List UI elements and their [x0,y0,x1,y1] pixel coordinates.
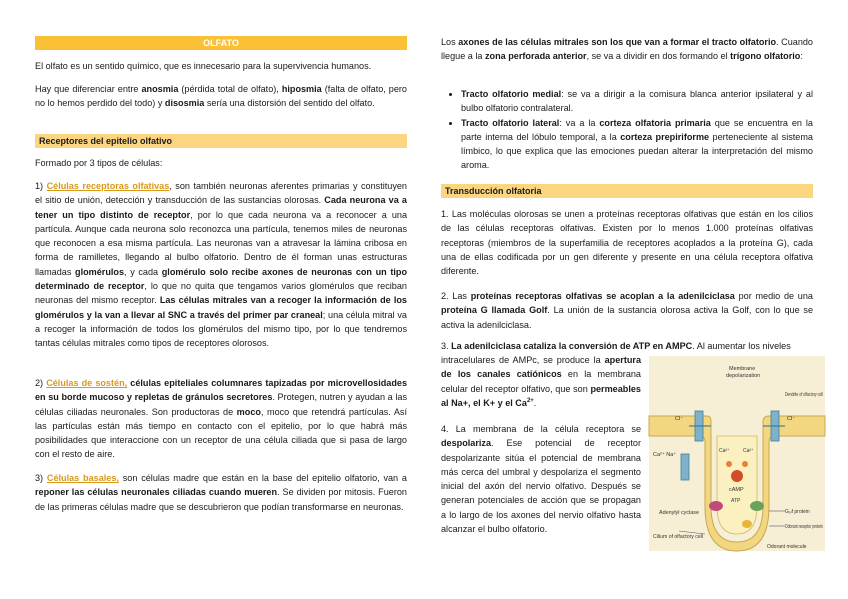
intro-paragraph-2: Hay que diferenciar entre anosmia (pérdida total de olfato), hiposmia (falta de olfato, pero no lo hemos perdido del todo) y disosmia sería una distorsión del sentido del olfato. [35,84,407,109]
mitral-axons-paragraph: Los axones de las células mitrales son los que van a formar el tracto olfatorio. Cuando llegue a la zona perforada anterior, se va a dividir en dos formando el trígono olfatorio: [441,37,813,62]
diagram-label-ca-2: Ca²⁺ [743,448,754,454]
diagram-label-receptor: Odorant receptor protein [785,524,824,530]
olfactory-tract-list [441,87,813,173]
support-cells-paragraph: 2) Células de sostén, células epiteliales columnares tapizadas por microvellosidades en su borde mucoso y repletas de gránulos secretores. Protegen, nutren y ayudan a las células ciliadas neuronales. Son productoras de moco, moco que retendrá partículas. Así las partículas están más tiempo en contacto con el epitelio, por lo que habrá más posibilidades que interaccione con un receptor de una célula ciliada que si pasa de largo con el resto de aire. [35,378,407,460]
receptor-cells-link[interactable]: Células receptoras olfativas [46,181,170,191]
diagram-label-depolarization: depolarization [726,373,761,379]
transduction-step-1: 1. Las moléculas olorosas se unen a proteínas receptoras olfativas que están en los cilios de las células receptoras olfativas. Existen por lo menos 1.000 proteínas olfativas receptoras (miembros de la superfamilia de receptores acoplados a la proteína G), cada una de ellas codificada por un gen diferente y presente en una célula receptora olfativa diferente. [441,209,813,277]
diagram-label-adenylyl: Adenylyl cyclase [659,510,700,516]
transduction-step-4: 4. La membrana de la célula receptora se despolariza. Ese potencial de receptor despolarizante sitúa el potencial de membrana más cerca del umbral y despolariza el segmento inicial del axón del nervio olfativo. Después se generan potenciales de acción que se propagan a lo largo de los axones del nervio olfativo hasta alcanzar el bulbo olfatorio. [441,424,641,535]
diagram-label-cl-right: Cl⁻ [787,416,796,422]
diagram-label-golf: Gₒₗf protein [785,509,810,515]
support-cells-link[interactable]: Células de sostén, [46,378,128,388]
intro-paragraph: El olfato es un sentido químico, que es innecesario para la supervivencia humanos. [35,61,372,71]
transduction-step-3: intracelulares de AMPc, se produce la apertura de los canales catiónicos en la membrana celular del receptor olfativo, que son permeables al Na+, el K+ y el $Ca^{2+}$. [441,355,641,408]
diagram-label-molecule: Odorant molecule [767,544,807,550]
transduction-diagram [649,356,825,551]
diagram-label-dendrite: Dendrite of olfactory cell [785,392,823,398]
transduction-step-3-line: 3. La adenilciclasa cataliza la conversión de ATP en AMPC. Al aumentar los niveles [441,341,791,351]
diagram-label-atp: ATP [731,498,741,504]
diagram-label-cilium: Cilium of olfactory cell [653,534,703,540]
receptor-cells-paragraph: 1) Células receptoras olfativas, son también neuronas aferentes primarias y constituyen el sitio de unión, detección y transducción de las sustancias olorosas. Cada neurona va a tener un tipo distinto de receptor, por lo que cada neurona va a reconocer a una partícula. Aunque cada neurona solo reconozca una partícula, tenemos miles de neuronas que reconocen a esa misma partícula. Las neuronas van a atravesar la lámina cribosa en forma de ramilletes, llegando al bulbo olfatorio. Dentro de él forman unas estructuras llamadas glomérulos, y cada glomérulo solo recibe axones de neuronas con un tipo determinado de receptor, lo que no quita que tengamos varios glomérulos que reciban neuronas del mismo receptor. Las células mitrales van a recoger la información de los glomérulos y la van a llevar al SNC a través del primer par craneal; una célula mitral va a recoger la información de todos los glomérulos del mismo tipo, por lo que tendremos tantas células mitrales como tipos de receptores olorosos. [35,181,408,349]
list-item: • Tracto olfatorio lateral: va a la corteza olfatoria primaria que se encuentra en la parte interna del lóbulo temporal, a la corteza prepiriforme perteneciente al sistema límbico, lo que explica que las emociones puedan alterar la interpretación del mismo aroma. [461,116,813,173]
list-item: • Tracto olfatorio medial: se va a dirigir a la comisura blanca anterior ipsilateral y al bulbo olfatorio contralateral. [461,87,813,116]
diagram-label-cl-left: Cl⁻ [675,416,684,422]
page-title: OLFATO [35,36,407,50]
basal-cells-link[interactable]: Células basales, [46,473,119,483]
diagram-label-camp: cAMP [729,487,744,493]
section-heading-transduccion: Transducción olfatoria [441,184,813,198]
basal-cells-paragraph: 3) Células basales, son células madre que están en la base del epitelio olfatorio, van a reponer las células neuronales ciliadas cuando mueren. Se dividen por mitosis. Fueron de las primeras células madre que se descubrieron que podían transformarse en neuronas. [35,473,407,512]
diagram-label-ca-1: Ca²⁺ [719,448,730,454]
diagram-label-membrane: Membrane [729,366,756,372]
diagram-label-ca-na: Ca²⁺ Na⁺ [653,452,677,458]
formed-by-text: Formado por 3 tipos de células: [35,158,163,168]
section-heading-receptores: Receptores del epitelio olfativo [35,134,407,148]
transduction-step-2: 2. Las proteínas receptoras olfativas se acoplan a la adenilciclasa por medio de una proteína G llamada Golf. La unión de la sustancia olorosa activa la Golf, con lo que se activa la adenilciclasa. [441,291,814,330]
olfactory-cell-illustration [649,356,825,551]
